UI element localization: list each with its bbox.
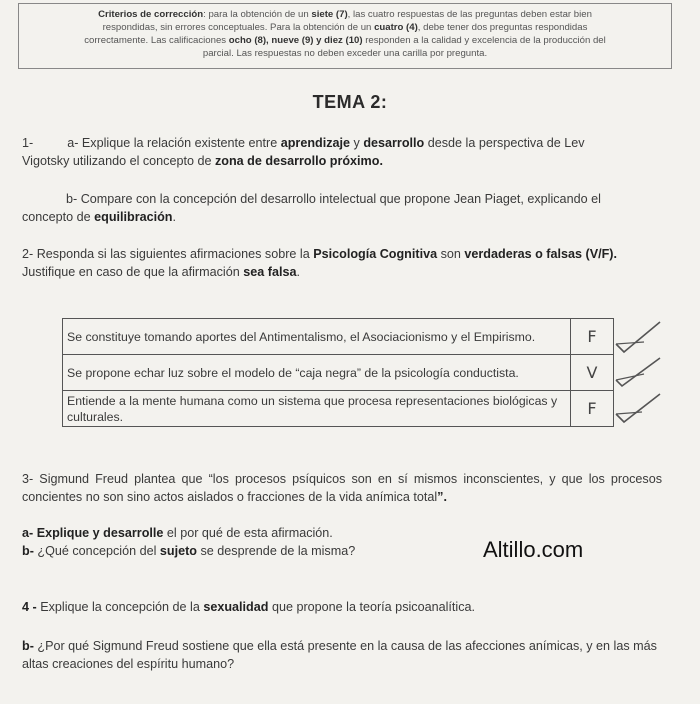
- question-text: ¿Qué concepción del: [33, 544, 160, 558]
- table-row: [63, 319, 614, 355]
- question-1b: [22, 190, 677, 226]
- question-keyword: sujeto: [159, 544, 197, 558]
- question-text: desde la perspectiva de Lev: [424, 136, 585, 150]
- question-number: 1-: [22, 136, 34, 150]
- criteria-text: correctamente. Las calificaciones: [84, 35, 229, 46]
- question-keyword: sea falsa: [243, 265, 297, 279]
- answer-cell: V: [571, 355, 614, 391]
- watermark: Altillo.com: [483, 537, 584, 562]
- criteria-grade: ocho (8), nueve (9) y diez (10): [228, 35, 363, 46]
- question-text: Justifique en caso de que la afirmación: [22, 265, 244, 279]
- question-text: Vigotsky utilizando el concepto de: [22, 154, 215, 168]
- question-text: 3- Sigmund Freud plantea que “los procesos psíquicos son en sí mismos inconscientes, y que los procesos concientes no son sino actos aislados o fracciones de la vida anímica total: [22, 472, 662, 504]
- criteria-text: : para la obtención de un: [203, 9, 312, 20]
- question-keyword: ”.: [437, 490, 447, 504]
- question-text: 2- Responda si las siguientes afirmaciones sobre la: [22, 247, 314, 261]
- question-keyword: 4 -: [22, 600, 37, 614]
- question-2: [22, 245, 682, 281]
- table-row: [63, 391, 614, 427]
- criteria-heading: Criterios de corrección: [98, 9, 204, 20]
- question-text: .: [296, 265, 300, 279]
- criteria-text: respondidas, sin errores conceptuales. Para la obtención de un: [102, 22, 375, 33]
- criteria-grade: siete (7): [311, 9, 348, 20]
- question-keyword: a- Explique y desarrolle: [22, 526, 164, 540]
- question-keyword: b-: [22, 544, 34, 558]
- question-text: que propone la teoría psicoanalítica.: [268, 600, 475, 614]
- criteria-text: responden a la calidad y excelencia de la producción del: [362, 35, 606, 46]
- question-4: [22, 598, 662, 616]
- question-text: b- Compare con la concepción del desarrollo intelectual que propone Jean Piaget, explicando el: [66, 192, 601, 206]
- question-1a: [22, 134, 672, 170]
- question-text: son: [437, 247, 465, 261]
- question-keyword: aprendizaje: [280, 136, 351, 150]
- criteria-text: parcial. Las respuestas no deben exceder una carilla por pregunta.: [202, 48, 488, 59]
- question-keyword: equilibración: [94, 210, 173, 224]
- question-text: Explique la concepción de la: [36, 600, 204, 614]
- question-keyword: verdaderas o falsas (V/F).: [464, 247, 617, 261]
- question-text: concepto de: [22, 210, 95, 224]
- question-text: .: [172, 210, 176, 224]
- page-title: TEMA 2:: [312, 92, 388, 112]
- question-keyword: Psicología Cognitiva: [313, 247, 438, 261]
- checkmark-icon: [614, 354, 662, 388]
- grading-criteria-box: [18, 3, 672, 69]
- criteria-text: , las cuatro respuestas de las preguntas deben estar bien: [347, 9, 592, 20]
- table-row: [63, 355, 614, 391]
- question-keyword: sexualidad: [203, 600, 269, 614]
- question-4b: [22, 637, 672, 673]
- question-3: [22, 470, 662, 506]
- checkmark-icon: [614, 390, 662, 424]
- question-text: a- Explique la relación existente entre: [67, 136, 281, 150]
- statement-cell: Entiende a la mente humana como un sistema que procesa representaciones biológicas y culturales.: [63, 391, 571, 427]
- statement-cell: Se propone echar luz sobre el modelo de “caja negra” de la psicología conductista.: [63, 355, 571, 391]
- true-false-table: [62, 318, 614, 427]
- criteria-text: , debe tener dos preguntas respondidas: [417, 22, 588, 33]
- statement-cell: Se constituye tomando aportes del Antimentalismo, el Asociacionismo y el Empirismo.: [63, 319, 571, 355]
- question-text: se desprende de la misma?: [197, 544, 356, 558]
- question-keyword: zona de desarrollo próximo.: [215, 154, 383, 168]
- question-text: ¿Por qué Sigmund Freud sostiene que ella está presente en la causa de las afecciones anímicas, y en las más altas creaciones del espíritu humano?: [22, 639, 657, 671]
- criteria-grade: cuatro (4): [374, 22, 418, 33]
- question-keyword: desarrollo: [363, 136, 425, 150]
- question-text: y: [350, 136, 364, 150]
- question-keyword: b-: [22, 639, 34, 653]
- question-text: el por qué de esta afirmación.: [163, 526, 333, 540]
- answer-cell: F: [571, 319, 614, 355]
- answer-cell: F: [571, 391, 614, 427]
- checkmark-icon: [614, 320, 662, 354]
